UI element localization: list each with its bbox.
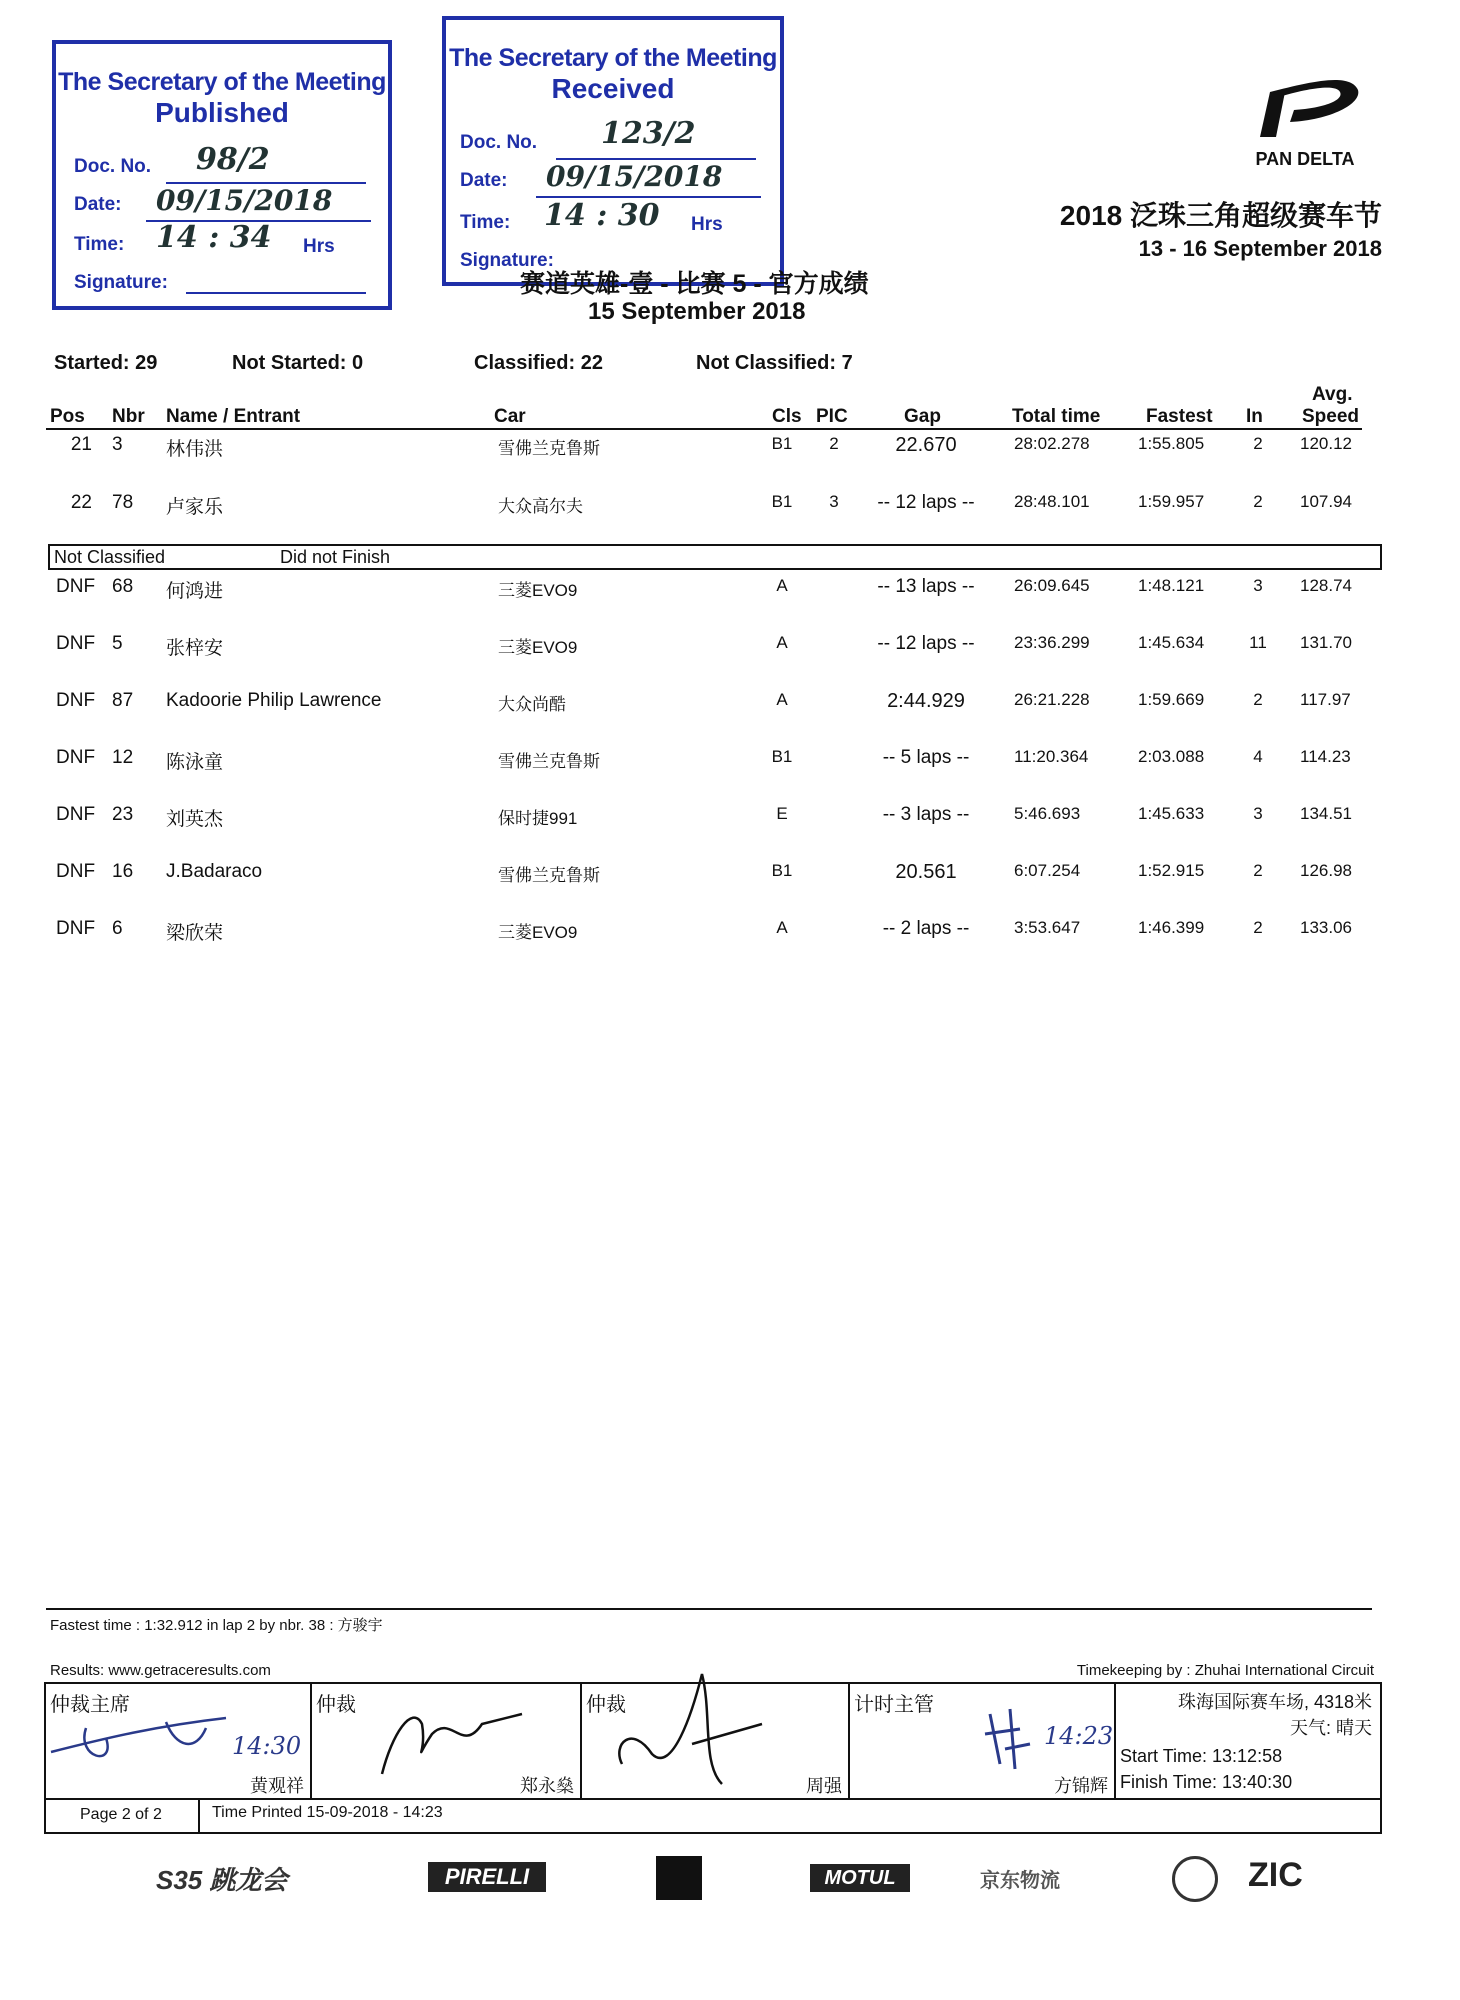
signature-scribble bbox=[602, 1654, 802, 1794]
col-avg-bottom: Speed bbox=[1302, 406, 1360, 427]
row-pos: DNF bbox=[56, 747, 96, 768]
header-rule bbox=[46, 428, 1362, 430]
row-total: 11:20.364 bbox=[1014, 747, 1089, 766]
row-speed: 133.06 bbox=[1300, 918, 1352, 937]
finish-time: Finish Time: 13:40:30 bbox=[1120, 1772, 1293, 1792]
row-car: 雪佛兰克鲁斯 bbox=[498, 866, 600, 885]
stamp-title: The Secretary of the Meeting bbox=[449, 44, 777, 72]
row-car: 大众尚酷 bbox=[498, 695, 566, 714]
row-nbr: 23 bbox=[112, 804, 134, 825]
row-name: 何鸿进 bbox=[166, 581, 224, 602]
row-total: 26:21.228 bbox=[1014, 690, 1090, 709]
date-label: Date: bbox=[460, 170, 508, 191]
received-stamp bbox=[442, 16, 784, 286]
not-classified-label: Not Classified bbox=[54, 547, 166, 567]
fastest-time: Fastest time : 1:32.912 in lap 2 by nbr. 38 : 方骏宇 bbox=[50, 1617, 383, 1634]
row-pos: 22 bbox=[70, 492, 92, 513]
col-name: Name / Entrant bbox=[166, 406, 301, 427]
row-in: 3 bbox=[1253, 804, 1263, 823]
row-car: 大众高尔夫 bbox=[498, 497, 583, 516]
date-label: Date: bbox=[74, 194, 122, 215]
time-printed: Time Printed 15-09-2018 - 14:23 bbox=[212, 1804, 443, 1821]
doc-value: 123/2 bbox=[601, 116, 696, 151]
row-car: 保时捷991 bbox=[498, 809, 578, 828]
sig-box-timing bbox=[850, 1684, 1116, 1798]
sponsor-black-badge bbox=[656, 1856, 702, 1900]
sponsor-pirelli-logo bbox=[428, 1862, 546, 1892]
col-in: In bbox=[1246, 406, 1263, 427]
row-pos: DNF bbox=[56, 576, 96, 597]
row-name: J.Badaraco bbox=[166, 861, 263, 882]
row-fastest: 1:59.957 bbox=[1138, 492, 1205, 511]
pan-delta-logo bbox=[1240, 62, 1370, 172]
sig-role: 计时主管 bbox=[854, 1694, 934, 1716]
row-total: 23:36.299 bbox=[1014, 633, 1090, 652]
row-car: 三菱EVO9 bbox=[498, 638, 578, 657]
row-cls: E bbox=[776, 804, 788, 823]
row-total: 5:46.693 bbox=[1014, 804, 1081, 823]
row-name: 陈泳童 bbox=[166, 752, 224, 773]
row-fastest: 1:52.915 bbox=[1138, 861, 1205, 880]
sponsor-crest-icon bbox=[1172, 1856, 1218, 1902]
row-gap: 22.670 bbox=[895, 434, 957, 456]
stamp-status: Received bbox=[551, 73, 675, 104]
col-pic: PIC bbox=[816, 406, 848, 427]
row-name: 张梓安 bbox=[166, 638, 224, 659]
row-car: 雪佛兰克鲁斯 bbox=[498, 752, 600, 771]
row-gap: -- 12 laps -- bbox=[877, 633, 975, 654]
row-pos: 21 bbox=[70, 434, 92, 455]
row-nbr: 12 bbox=[112, 747, 134, 768]
row-name: Kadoorie Philip Lawrence bbox=[166, 690, 382, 711]
row-fastest: 1:45.633 bbox=[1138, 804, 1205, 823]
weather-info: 天气: 晴天 bbox=[1289, 1718, 1372, 1738]
row-in: 2 bbox=[1253, 492, 1263, 511]
signature-scribble bbox=[980, 1704, 1040, 1774]
col-pos: Pos bbox=[50, 406, 85, 427]
race-info-box bbox=[1116, 1684, 1378, 1798]
row-in: 2 bbox=[1253, 690, 1263, 709]
page-info-row bbox=[44, 1798, 1382, 1834]
row-total: 28:02.278 bbox=[1014, 434, 1090, 453]
row-nbr: 78 bbox=[112, 492, 134, 513]
row-speed: 126.98 bbox=[1300, 861, 1352, 880]
row-gap: -- 13 laps -- bbox=[877, 576, 975, 597]
row-name: 林伟洪 bbox=[166, 439, 224, 460]
row-in: 11 bbox=[1249, 633, 1267, 652]
row-fastest: 1:59.669 bbox=[1138, 690, 1205, 709]
sig-time-note: 14:30 bbox=[232, 1732, 302, 1760]
row-gap: -- 5 laps -- bbox=[882, 747, 970, 768]
row-cls: B1 bbox=[771, 861, 793, 880]
published-stamp bbox=[52, 40, 392, 310]
row-speed: 117.97 bbox=[1300, 690, 1351, 709]
col-total: Total time bbox=[1012, 406, 1101, 427]
row-fastest: 2:03.088 bbox=[1138, 747, 1205, 766]
row-cls: A bbox=[776, 576, 788, 595]
sig-name: 周强 bbox=[806, 1776, 842, 1796]
row-nbr: 6 bbox=[112, 918, 123, 939]
col-fastest: Fastest bbox=[1146, 406, 1213, 427]
row-in: 2 bbox=[1253, 918, 1263, 937]
sponsor-motul-text: MOTUL bbox=[824, 1867, 896, 1889]
doc-value: 98/2 bbox=[196, 142, 270, 177]
sig-role: 仲裁 bbox=[316, 1694, 356, 1716]
row-in: 2 bbox=[1253, 434, 1263, 453]
sig-role: 仲裁 bbox=[586, 1694, 626, 1716]
row-pos: DNF bbox=[56, 861, 96, 882]
row-total: 26:09.645 bbox=[1014, 576, 1090, 595]
row-speed: 114.23 bbox=[1300, 747, 1351, 766]
row-name: 刘英杰 bbox=[166, 809, 224, 830]
row-total: 28:48.101 bbox=[1014, 492, 1090, 511]
sponsor-zic-logo: ZIC bbox=[1248, 1856, 1303, 1894]
time-value: 14 : 30 bbox=[544, 198, 660, 233]
time-label: Time: bbox=[460, 212, 511, 233]
sponsor-motul-logo bbox=[810, 1864, 910, 1892]
did-not-finish-label: Did not Finish bbox=[280, 547, 391, 567]
col-car: Car bbox=[494, 406, 526, 427]
row-pic: 3 bbox=[829, 492, 839, 511]
row-pic: 2 bbox=[829, 434, 839, 453]
not-classified-band bbox=[48, 544, 1382, 570]
row-pos: DNF bbox=[56, 804, 96, 825]
sig-name: 黄观祥 bbox=[250, 1776, 304, 1796]
row-fastest: 1:46.399 bbox=[1138, 918, 1205, 937]
row-cls: A bbox=[776, 918, 788, 937]
time-label: Time: bbox=[74, 234, 125, 255]
date-value: 09/15/2018 bbox=[546, 160, 723, 193]
row-gap: 2:44.929 bbox=[887, 690, 965, 712]
circuit-info: 珠海国际赛车场, 4318米 bbox=[1177, 1692, 1372, 1712]
footer-rule bbox=[46, 1608, 1372, 1610]
sig-box-steward-1 bbox=[312, 1684, 582, 1798]
event-dates: 13 - 16 September 2018 bbox=[1138, 236, 1382, 261]
row-fastest: 1:55.805 bbox=[1138, 434, 1205, 453]
col-gap: Gap bbox=[904, 406, 941, 427]
stamp-title: The Secretary of the Meeting bbox=[58, 68, 386, 96]
row-speed: 131.70 bbox=[1300, 633, 1352, 652]
row-nbr: 68 bbox=[112, 576, 134, 597]
sig-name: 郑永燊 bbox=[520, 1776, 574, 1796]
row-total: 6:07.254 bbox=[1014, 861, 1081, 880]
row-cls: B1 bbox=[771, 434, 793, 453]
event-title: 2018 泛珠三角超级赛车节 bbox=[1059, 200, 1382, 231]
row-nbr: 87 bbox=[112, 690, 134, 711]
sponsor-s35-logo: S35 跳龙会 bbox=[156, 1865, 288, 1895]
signature-table bbox=[44, 1682, 1382, 1800]
brand-name: PAN DELTA bbox=[1255, 149, 1355, 169]
doc-label: Doc. No. bbox=[74, 156, 152, 177]
row-nbr: 16 bbox=[112, 861, 134, 882]
row-in: 2 bbox=[1253, 861, 1263, 880]
row-speed: 134.51 bbox=[1300, 804, 1352, 823]
row-speed: 107.94 bbox=[1300, 492, 1352, 511]
row-pos: DNF bbox=[56, 690, 96, 711]
row-nbr: 5 bbox=[112, 633, 123, 654]
summary-not-classified: Not Classified: 7 bbox=[696, 352, 853, 374]
race-title: 赛道英雄-壹 - 比赛 5 - 官方成绩 bbox=[520, 270, 869, 298]
summary-not-started: Not Started: 0 bbox=[232, 352, 364, 374]
sig-role: 仲裁主席 bbox=[50, 1694, 130, 1716]
row-nbr: 3 bbox=[112, 434, 123, 455]
signature-label: Signature: bbox=[74, 272, 168, 293]
col-nbr: Nbr bbox=[112, 406, 145, 427]
row-gap: -- 3 laps -- bbox=[882, 804, 970, 825]
row-speed: 120.12 bbox=[1300, 434, 1352, 453]
row-car: 三菱EVO9 bbox=[498, 923, 578, 942]
sig-box-chief bbox=[46, 1684, 312, 1798]
hrs-label: Hrs bbox=[691, 214, 723, 235]
col-cls: Cls bbox=[772, 406, 802, 427]
hrs-label: Hrs bbox=[303, 236, 335, 257]
timekeeping: Timekeeping by : Zhuhai International Circuit bbox=[1076, 1662, 1374, 1679]
row-cls: B1 bbox=[771, 747, 793, 766]
row-total: 3:53.647 bbox=[1014, 918, 1081, 937]
row-fastest: 1:48.121 bbox=[1138, 576, 1205, 595]
row-fastest: 1:45.634 bbox=[1138, 633, 1205, 652]
row-name: 梁欣荣 bbox=[166, 923, 224, 944]
row-in: 3 bbox=[1253, 576, 1263, 595]
signature-scribble bbox=[372, 1694, 532, 1784]
sponsor-jd-logo: 京东物流 bbox=[980, 1870, 1060, 1892]
summary-started: Started: 29 bbox=[54, 352, 158, 374]
row-gap: -- 2 laps -- bbox=[882, 918, 970, 939]
row-gap: -- 12 laps -- bbox=[877, 492, 975, 513]
race-date: 15 September 2018 bbox=[588, 298, 806, 325]
signature-label: Signature: bbox=[460, 250, 554, 271]
sig-time-note: 14:23 bbox=[1044, 1722, 1114, 1750]
row-in: 4 bbox=[1253, 747, 1263, 766]
time-value: 14 : 34 bbox=[156, 220, 272, 255]
row-cls: B1 bbox=[771, 492, 793, 511]
sponsor-pirelli-text: PIRELLI bbox=[444, 1864, 530, 1889]
row-car: 三菱EVO9 bbox=[498, 581, 578, 600]
row-gap: 20.561 bbox=[895, 861, 957, 883]
results-url: Results: www.getraceresults.com bbox=[50, 1662, 271, 1679]
row-cls: A bbox=[776, 633, 788, 652]
start-time: Start Time: 13:12:58 bbox=[1120, 1746, 1283, 1766]
sig-box-steward-2 bbox=[582, 1684, 850, 1798]
sig-name: 方锦辉 bbox=[1054, 1776, 1108, 1796]
row-car: 雪佛兰克鲁斯 bbox=[498, 439, 600, 458]
page-number: Page 2 of 2 bbox=[80, 1806, 162, 1823]
stamp-status: Published bbox=[155, 97, 289, 128]
pan-delta-logo-icon bbox=[1240, 62, 1370, 142]
row-speed: 128.74 bbox=[1300, 576, 1352, 595]
date-value: 09/15/2018 bbox=[156, 184, 333, 217]
summary-classified: Classified: 22 bbox=[474, 352, 603, 374]
row-pos: DNF bbox=[56, 633, 96, 654]
row-name: 卢家乐 bbox=[166, 497, 224, 518]
row-cls: A bbox=[776, 690, 788, 709]
row-pos: DNF bbox=[56, 918, 96, 939]
col-avg-top: Avg. bbox=[1312, 384, 1353, 405]
doc-label: Doc. No. bbox=[460, 132, 538, 153]
